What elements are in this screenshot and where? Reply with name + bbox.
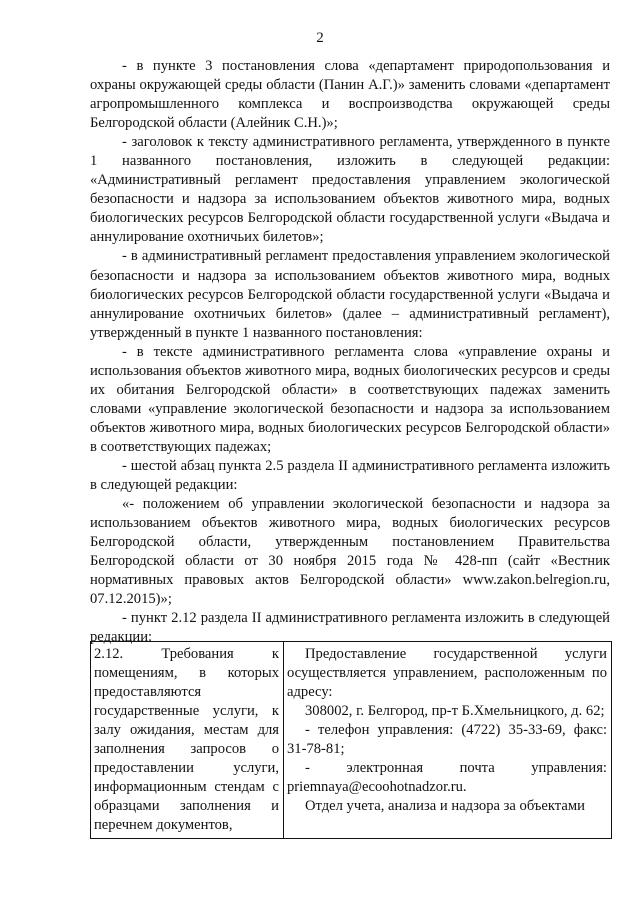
- details-email: - электронная почта управления: priemnaya@ecoohotnadzor.ru.: [287, 760, 607, 796]
- requirements-table: [90, 641, 612, 839]
- paragraph-3: - в административный регламент предоставления управлением экологической безопасности и надзора за использованием объектов животного мира, водных биологических ресурсов Белгородской области государственной услуги «Выдача и аннулирование охотничьих билетов» (далее – административный регламент), утвержденный в пункте 1 названного постановления:: [90, 248, 610, 341]
- paragraph-2: - заголовок к тексту административного регламента, утвержденного в пункте 1 названного постановления, изложить в следующей редакции: «Административный регламент предоставления управлением экологической безопасности и надзора за использованием объектов животного мира, водных биологических ресурсов Белгородской области государственной услуги «Выдача и аннулирование охотничьих билетов»;: [90, 134, 610, 246]
- details-phone: - телефон управления: (4722) 35-33-69, факс: 31-78-81;: [287, 722, 607, 758]
- details-line: Отдел учета, анализа и надзора за объектами: [305, 798, 585, 815]
- details-address: 308002, г. Белгород, пр-т Б.Хмельницкого, д. 62;: [305, 703, 605, 720]
- paragraph-4: - в тексте административного регламента слова «управление охраны и использования объектов животного мира, водных биологических ресурсов и среды их обитания Белгородской области» в соответствующих падежах заменить словами «управление экологической безопасности и надзора за использованием объектов животного мира, водных биологических ресурсов Белгородской области» в соответствующих падежах;: [90, 343, 610, 455]
- page-number: 2: [316, 30, 324, 46]
- table-row: [91, 642, 612, 839]
- table-cell-details: [284, 642, 612, 839]
- paragraph-7: - пункт 2.12 раздела II административного регламента изложить в следующей редакции:: [90, 610, 610, 646]
- paragraph-6: «- положением об управлении экологической безопасности и надзора за использованием объектов животного мира, водных биологических ресурсов Белгородской области, утвержденным постановлением Правительства Белгородской области от 30 ноября 2015 года № 428-пп (сайт «Вестник нормативных правовых актов Белгородской области» www.zakon.belregion.ru, 07.12.2015)»;: [90, 496, 610, 608]
- paragraph-5: - шестой абзац пункта 2.5 раздела II административного регламента изложить в следующей редакции:: [90, 457, 610, 494]
- table-cell-requirements: 2.12. Требования к помещениям, в которых предоставляются государственные услуги, к залу ожидания, местам для заполнения запросов о предоставлении услуги, информационным стендам с образцами заполнения и перечнем документов,: [91, 642, 284, 839]
- paragraph-1: - в пункте 3 постановления слова «департамент природопользования и охраны окружающей среды области (Панин А.Г.)» заменить словами «департамент агропромышленного комплекса и воспроизводства окружающей среды Белгородской области (Алейник С.Н.)»;: [90, 58, 610, 132]
- document-body: [90, 57, 610, 647]
- details-line: Предоставление государственной услуги осуществляется управлением, расположенным по адресу:: [287, 646, 607, 701]
